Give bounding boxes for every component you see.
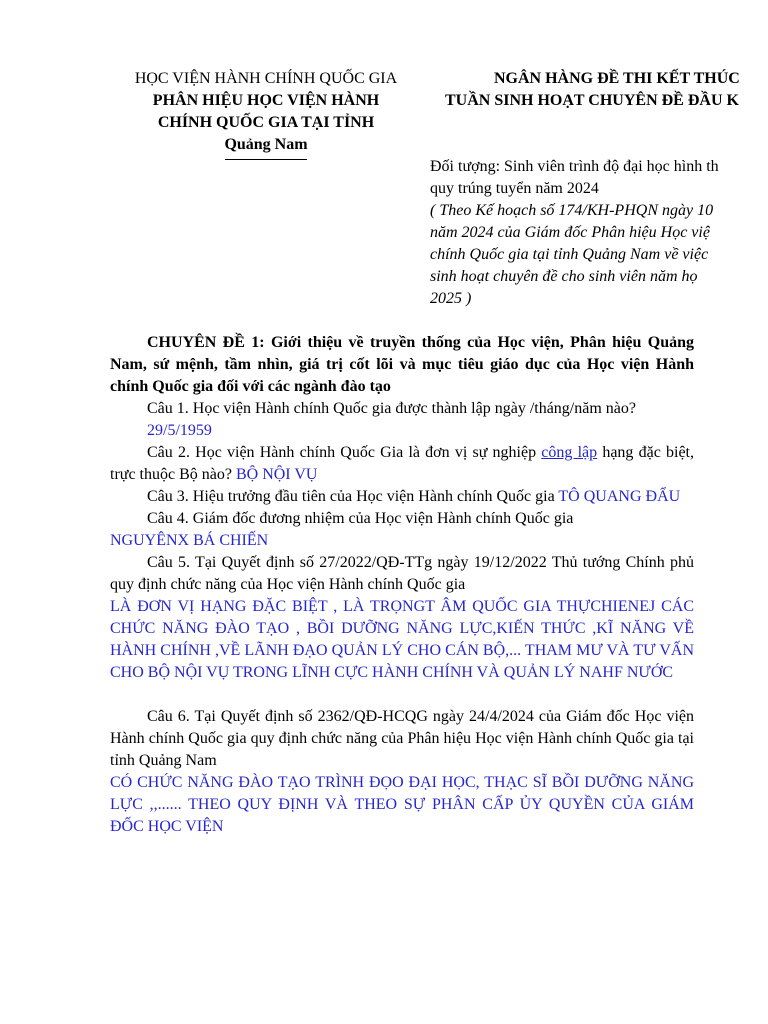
question-5: Câu 5. Tại Quyết định số 27/2022/QĐ-TTg ngày 19/12/2022 Thủ tướng Chính phủ quy định chức năng của Học viện Hành chính Quốc gia [110, 554, 694, 593]
answer-2: BỘ NỘI VỤ [235, 466, 318, 483]
topic-text: Giới thiệu về truyền thống của Học viện, Phân hiệu Quảng Nam, sứ mệnh, tầm nhìn, giá trị cốt lõi và mục tiêu giáo dục của Học viện Hành chính Quốc gia đối với các ngành đào tạo [110, 334, 694, 395]
question-2 [110, 442, 694, 486]
branch-name-line3: Quảng Nam [224, 136, 308, 153]
cong-lap-link[interactable]: công lập [541, 444, 598, 461]
header-underline [225, 159, 307, 160]
answer-1: 29/5/1959 [147, 422, 212, 439]
document-body [110, 332, 694, 838]
document-title-line2: TUẦN SINH HOẠT CHUYÊN ĐỀ ĐẦU K [445, 92, 739, 109]
question-4: Câu 4. Giám đốc đương nhiệm của Học viện Hành chính Quốc gia [147, 510, 574, 527]
answer-4: NGUYÊNX BÁ CHIẾN [110, 532, 269, 549]
question-3-text: Câu 3. Hiệu trưởng đầu tiên của Học viện Hành chính Quốc gia [147, 488, 559, 505]
org-name: HỌC VIỆN HÀNH CHÍNH QUỐC GIA [134, 70, 398, 87]
question-2-text-b: hạng đặc biệt, trực thuộc Bộ nào? [110, 444, 695, 483]
branch-name-line1: PHÂN HIỆU HỌC VIỆN HÀNH [152, 92, 380, 109]
plan-reference-line3: chính Quốc gia tại tỉnh Quảng Nam về việc [430, 246, 709, 263]
branch-name-line2: CHÍNH QUỐC GIA TẠI TỈNH [157, 114, 375, 131]
question-6: Câu 6. Tại Quyết định số 2362/QĐ-HCQG ngày 24/4/2024 của Giám đốc Học viện Hành chính Quốc gia quy định chức năng của Phân hiệu Học viện Hành chính Quốc gia tại tỉnh Quảng Nam [110, 708, 694, 769]
question-1: Câu 1. Học viện Hành chính Quốc gia được thành lập ngày /tháng/năm nào? [147, 400, 636, 417]
answer-3: TÔ QUANG ĐẨU [558, 488, 681, 505]
header-left [110, 68, 422, 160]
target-audience [430, 156, 768, 310]
topic-label: CHUYÊN ĐỀ 1: [147, 334, 265, 351]
document-title-line1: NGÂN HÀNG ĐỀ THI KẾT THÚC [494, 70, 740, 87]
plan-reference-line1: ( Theo Kế hoạch số 174/KH-PHQN ngày 10 [430, 202, 714, 219]
answer-6: CÓ CHỨC NĂNG ĐÀO TẠO TRÌNH ĐỌO ĐẠI HỌC, THẠC SĨ BỒI DƯỠNG NĂNG LỰC ,,...... THEO QUY ĐỊNH VÀ THEO SỰ PHÂN CẤP ỦY QUYỀN CỦA GIÁM ĐỐC HỌC VIỆN [110, 774, 694, 835]
spacer [110, 684, 694, 706]
plan-reference-line5: 2025 ) [430, 290, 472, 307]
header-right [430, 68, 768, 112]
plan-reference-line4: sinh hoạt chuyên đề cho sinh viên năm họ [430, 268, 698, 285]
plan-reference-line2: năm 2024 của Giám đốc Phân hiệu Học việ [430, 224, 710, 241]
question-2-text-a: Câu 2. Học viện Hành chính Quốc Gia là đơn vị sự nghiệp [147, 444, 542, 461]
topic-heading [110, 332, 694, 398]
audience-line1: Đối tượng: Sinh viên trình độ đại học hình th [430, 158, 719, 175]
answer-5: LÀ ĐƠN VỊ HẠNG ĐẶC BIỆT , LÀ TRỌNGT ÂM QUỐC GIA THỰCHIENEJ CÁC CHỨC NĂNG ĐÀO TẠO , BỒI DƯỠNG NĂNG LỰC,KIẾN THỨC ,KĨ NĂNG VỀ HÀNH CHÍNH ,VỀ LÃNH ĐẠO QUẢN LÝ CHO CÁN BỘ,... THAM MƯ VÀ TƯ VẤN CHO BỘ NỘI VỤ TRONG LĨNH CỰC HÀNH CHÍNH VÀ QUẢN LÝ NAHF NƯỚC [110, 598, 694, 681]
audience-line2: quy trúng tuyển năm 2024 [430, 180, 599, 197]
question-3 [110, 486, 694, 508]
